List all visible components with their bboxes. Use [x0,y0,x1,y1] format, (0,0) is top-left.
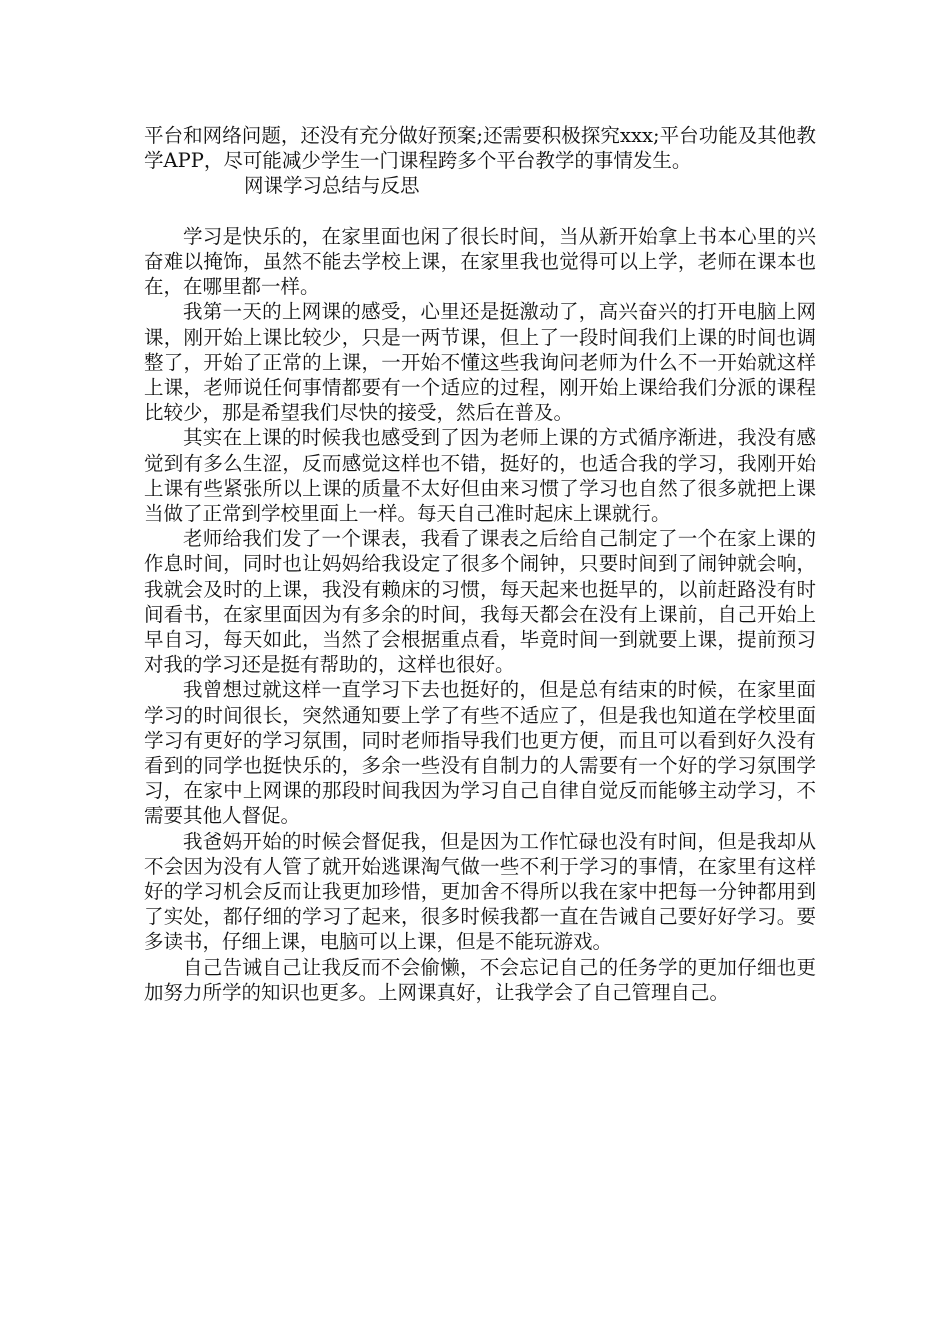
intro-paragraph: 平台和网络问题，还没有充分做好预案;还需要积极探究xxx;平台功能及其他教学APP，尽可能减少学生一门课程跨多个平台教学的事情发生。 [144,124,816,173]
section-title: 网课学习总结与反思 [244,174,420,198]
document-page [144,123,816,1005]
body-paragraph: 学习是快乐的，在家里面也闲了很长时间，当从新开始拿上书本心里的兴奋难以掩饰，虽然不能去学校上课，在家里我也觉得可以上学，老师在课本也在，在哪里都一样。 [144,224,816,299]
body-paragraph: 我第一天的上网课的感受，心里还是挺激动了，高兴奋兴的打开电脑上网课，刚开始上课比较少，只是一两节课，但上了一段时间我们上课的时间也调整了，开始了正常的上课，一开始不懂这些我询问老师为什么不一开始就这样上课，老师说任何事情都要有一个适应的过程，刚开始上课给我们分派的课程比较少，那是希望我们尽快的接受，然后在普及。 [144,300,816,425]
blank-line [144,199,816,224]
body-paragraph: 其实在上课的时候我也感受到了因为老师上课的方式循序渐进，我没有感觉到有多么生涩，反而感觉这样也不错，挺好的，也适合我的学习，我刚开始上课有些紧张所以上课的质量不太好但由来习惯了学习也自然了很多就把上课当做了正常到学校里面上一样。每天自己准时起床上课就行。 [144,426,816,526]
body-paragraph: 老师给我们发了一个课表，我看了课表之后给自己制定了一个在家上课的作息时间，同时也让妈妈给我设定了很多个闹钟，只要时间到了闹钟就会响，我就会及时的上课，我没有赖床的习惯，每天起来也挺早的，以前赶路没有时间看书，在家里面因为有多余的时间，我每天都会在没有上课前，自己开始上早自习，每天如此，当然了会根据重点看，毕竟时间一到就要上课，提前预习对我的学习还是挺有帮助的，这样也很好。 [144,527,816,677]
body-paragraph: 我爸妈开始的时候会督促我，但是因为工作忙碌也没有时间，但是我却从不会因为没有人管了就开始逃课淘气做一些不利于学习的事情，在家里有这样好的学习机会反而让我更加珍惜，更加舍不得所以我在家中把每一分钟都用到了实处，都仔细的学习了起来，很多时候我都一直在告诫自己要好好学习。要多读书，仔细上课，电脑可以上课，但是不能玩游戏。 [144,829,816,954]
body-paragraph: 自己告诫自己让我反而不会偷懒，不会忘记自己的任务学的更加仔细也更加努力所学的知识也更多。上网课真好，让我学会了自己管理自己。 [144,955,816,1004]
body-paragraph: 我曾想过就这样一直学习下去也挺好的，但是总有结束的时候，在家里面学习的时间很长，突然通知要上学了有些不适应了，但是我也知道在学校里面学习有更好的学习氛围，同时老师指导我们也更方便，而且可以看到好久没有看到的同学也挺快乐的，多余一些没有自制力的人需要有一个好的学习氛围学习，在家中上网课的那段时间我因为学习自己自律自觉反而能够主动学习，不需要其他人督促。 [144,678,816,828]
